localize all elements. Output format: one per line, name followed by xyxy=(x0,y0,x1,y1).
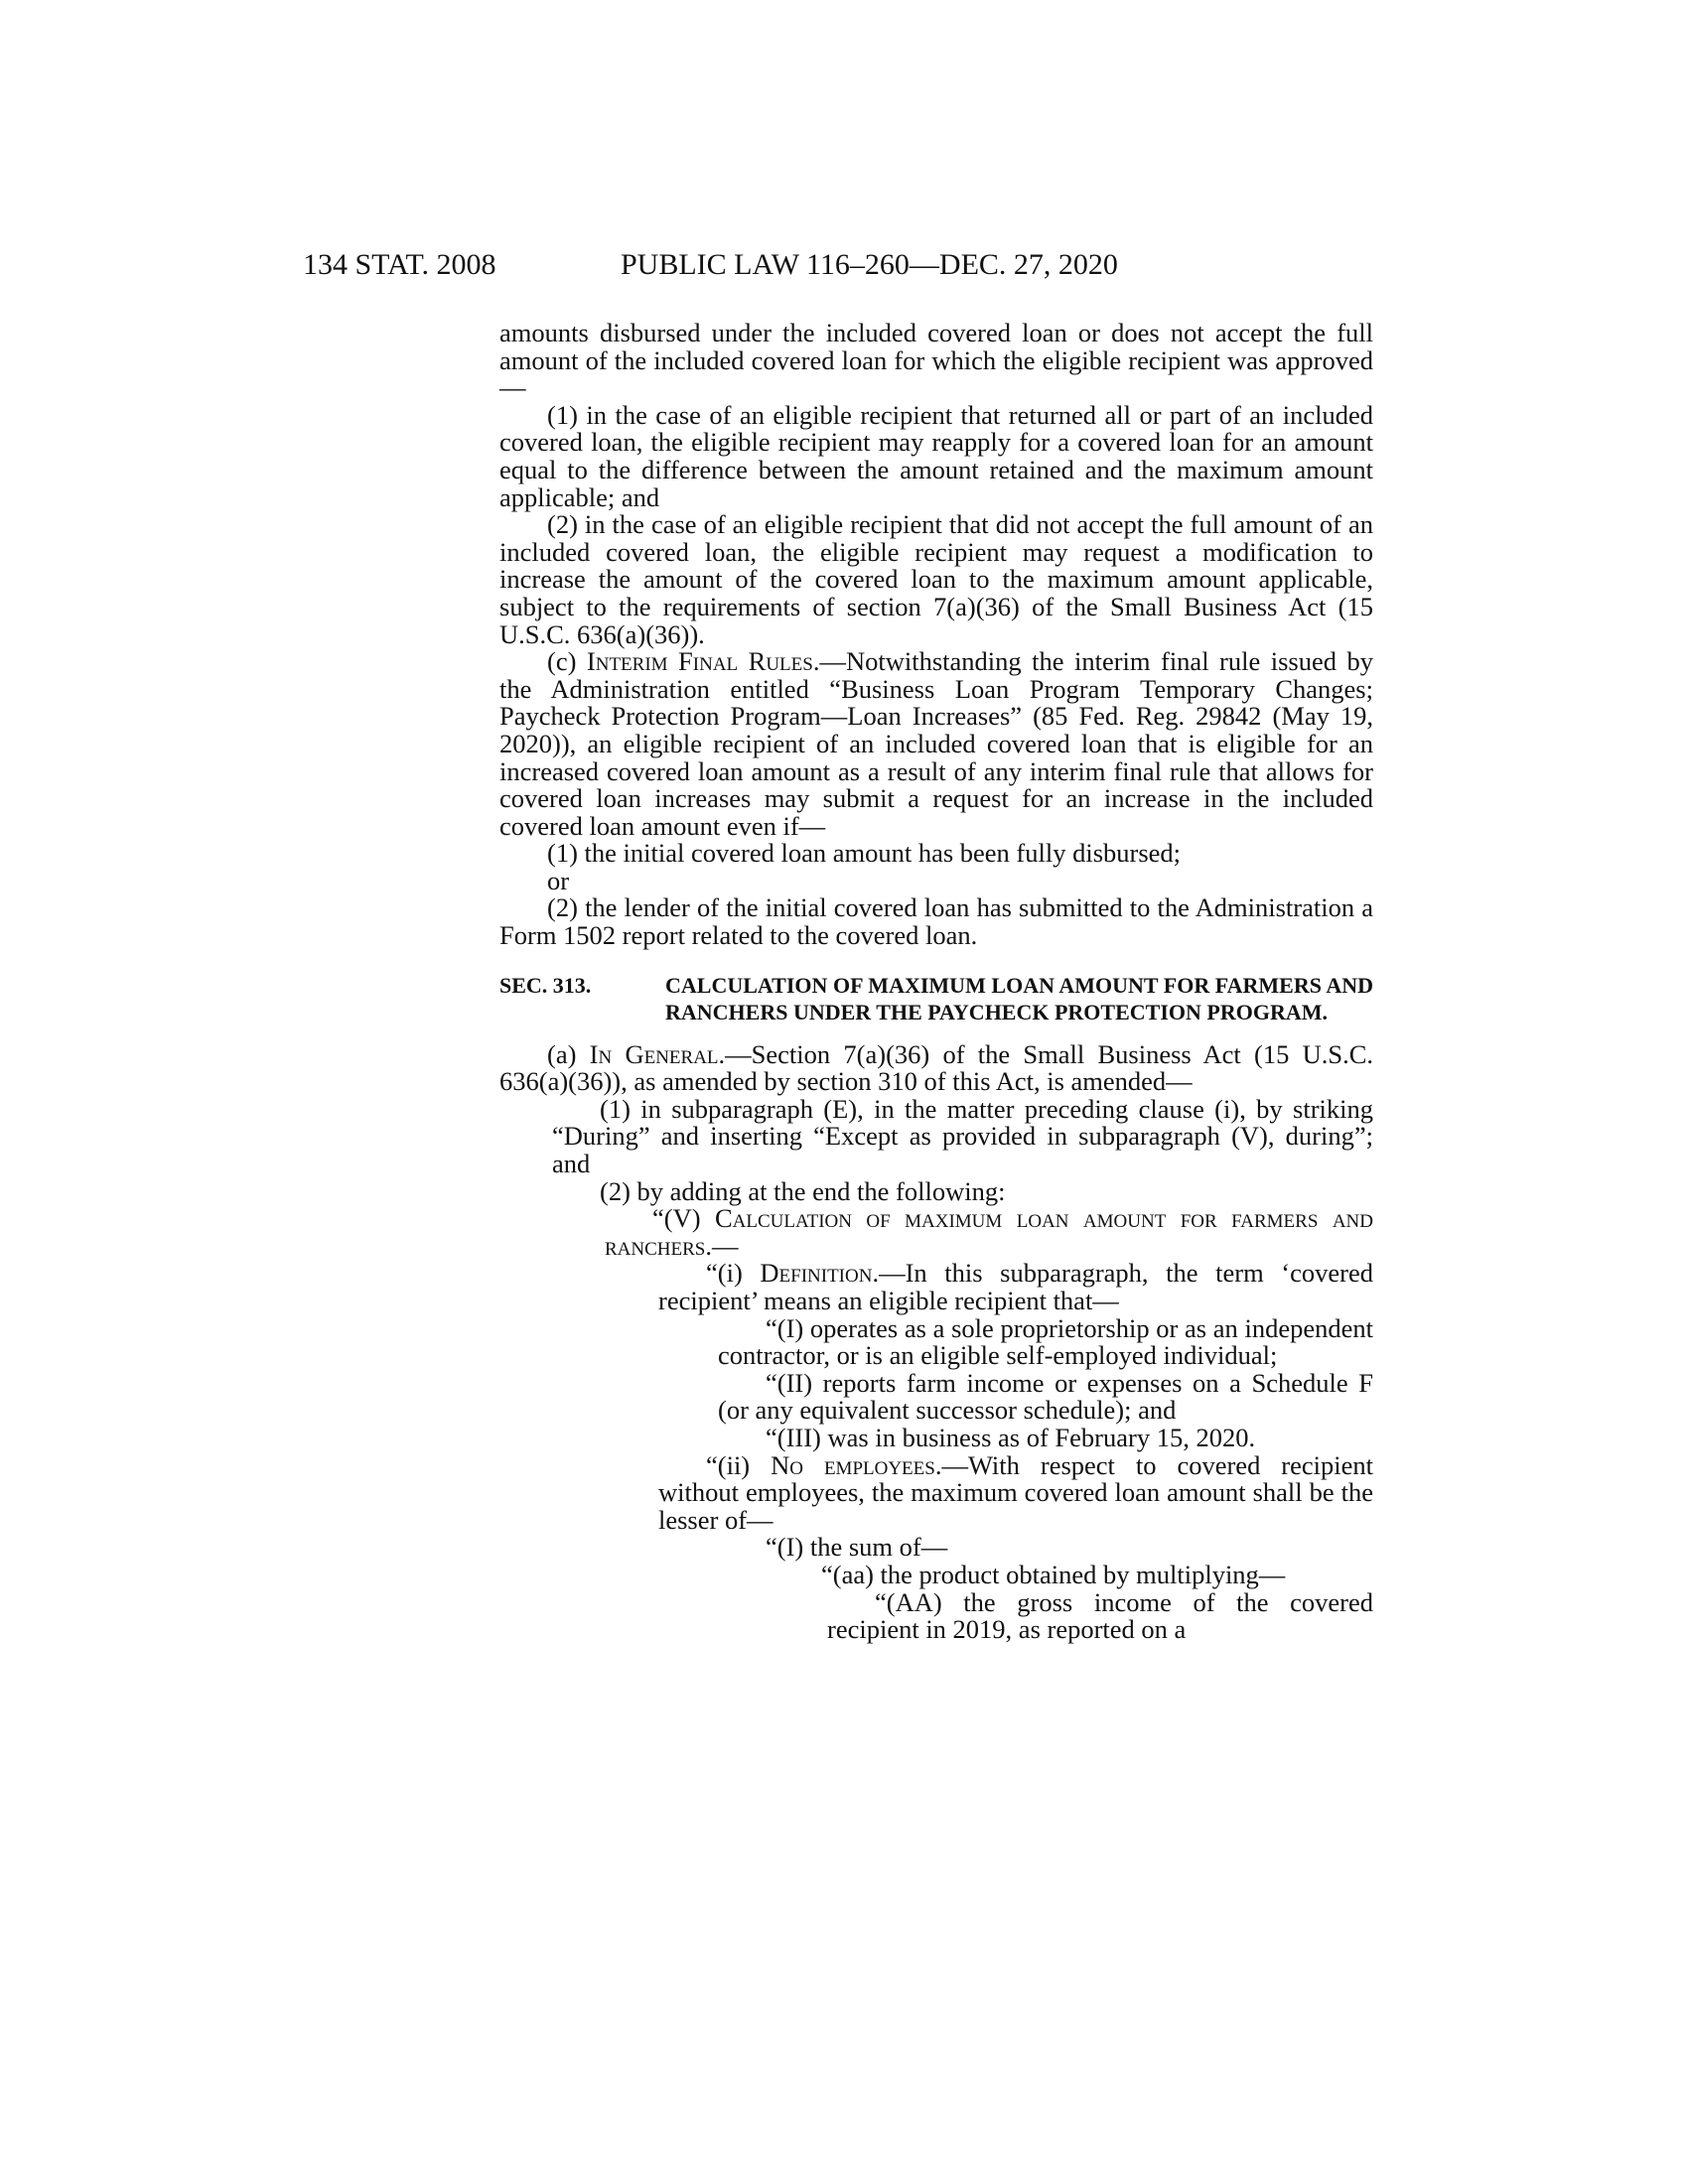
running-title: PUBLIC LAW 116–260—DEC. 27, 2020 xyxy=(621,248,1118,281)
statute-page-number: 134 STAT. 2008 xyxy=(303,248,496,281)
paragraph-continuation: amounts disbursed under the included covered loan or does not accept the full amount of the included covered loan for which the eligible recipient was approved— xyxy=(499,318,1373,403)
clause-ii-text: .—With respect to covered recipient without employees, the maximum covered loan amount shall be the lesser of— xyxy=(658,1449,1373,1535)
document-body xyxy=(499,320,1373,1644)
subsection-a-label: (a) xyxy=(547,1038,590,1069)
subclause-III: “(III) was in business as of February 15, 2020. xyxy=(766,1422,1256,1452)
subparagraph-v-heading: Calculation of maximum loan amount for farmers and ranchers xyxy=(605,1203,1373,1261)
clause-i-heading: Definition xyxy=(760,1258,873,1289)
subsection-c-text: .—Notwithstanding the interim final rule issued by the Administration entitled “Business Loan Program Temporary Changes; Paycheck Protection Program—Loan Increases” (85 Fed. Reg. 29842 (May 19, 2020)), an eligible recipient of an included covered loan that is eligible for an increased covered loan amount as a result of any interim final rule that allows for covered loan increases may submit a request for an increase in the included covered loan amount even if— xyxy=(499,646,1373,841)
subsection-c-heading: Interim Final Rules xyxy=(586,646,813,677)
subsection-a xyxy=(499,1038,1374,1097)
clause-c1-or: or xyxy=(547,865,570,895)
subparagraph-v-tail: .— xyxy=(705,1230,739,1261)
clause-a2: (2) by adding at the end the following: xyxy=(600,1175,1006,1206)
clause-b1: (1) in the case of an eligible recipient that returned all or part of an included covered loan, the eligible recipient may reapply for a covered loan for an amount equal to the difference between the amount retained and the maximum amount applicable; and xyxy=(499,399,1373,512)
subsection-a-heading: In General xyxy=(589,1038,719,1069)
item-AA: “(AA) the gross income of the covered recipient in 2019, as reported on a xyxy=(827,1586,1373,1645)
clause-ii xyxy=(499,1449,1373,1535)
clause-a1: (1) in subparagraph (E), in the matter preceding clause (i), by striking “During” and inserting “Except as provided in subparagraph (V), during”; and xyxy=(552,1093,1373,1179)
item-aa: “(aa) the product obtained by multiplying— xyxy=(821,1559,1286,1589)
subsection-c-label: (c) xyxy=(547,646,587,677)
subparagraph-v-label: “(V) xyxy=(652,1203,715,1234)
subclause-I-sum: “(I) the sum of— xyxy=(766,1532,948,1563)
section-heading xyxy=(499,972,1373,1025)
subclause-I: “(I) operates as a sole proprietorship or as an independent contractor, or is an eligible self-employed individual; xyxy=(718,1312,1373,1371)
clause-ii-heading: No employees xyxy=(771,1449,935,1480)
clause-b2: (2) in the case of an eligible recipient that did not accept the full amount of an included covered loan, the eligible recipient may request a modification to increase the amount of the covered loan to the maximum amount applicable, subject to the requirements of section 7(a)(36) of the Small Business Act (15 U.S.C. 636(a)(36)). xyxy=(499,509,1373,649)
clause-ii-label: “(ii) xyxy=(706,1449,772,1480)
section-title: CALCULATION OF MAXIMUM LOAN AMOUNT FOR FARMERS AND RANCHERS UNDER THE PAYCHECK PROTECTION PROGRAM. xyxy=(665,972,1373,1024)
subsection-c xyxy=(499,648,1373,840)
clause-c1: (1) the initial covered loan amount has been fully disbursed; xyxy=(547,838,1182,869)
clause-i xyxy=(499,1260,1373,1314)
clause-i-text: .—In this subparagraph, the term ‘covered recipient’ means an eligible recipient that— xyxy=(658,1258,1373,1315)
clause-c2: (2) the lender of the initial covered loan has submitted to the Administration a Form 1502 report related to the covered loan. xyxy=(499,892,1373,951)
subclause-II: “(II) reports farm income or expenses on a Schedule F (or any equivalent successor schedule); and xyxy=(718,1367,1373,1426)
subparagraph-v xyxy=(499,1205,1373,1260)
clause-i-label: “(i) xyxy=(706,1258,761,1289)
page-header xyxy=(303,248,1216,288)
subsection-a-text: .—Section 7(a)(36) of the Small Business Act (15 U.S.C. 636(a)(36)), as amended by section 310 of this Act, is amended— xyxy=(499,1038,1374,1097)
section-number: SEC. 313. xyxy=(499,972,592,998)
